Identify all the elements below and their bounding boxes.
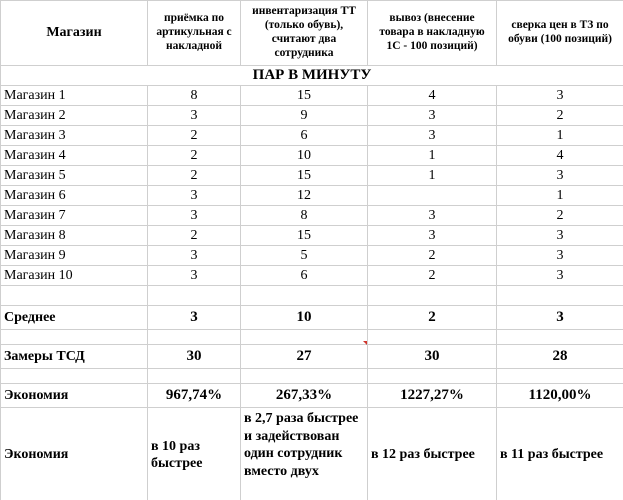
empty-cell[interactable] xyxy=(241,369,368,384)
spacer-row xyxy=(1,369,623,384)
value-cell[interactable]: 3 xyxy=(368,226,497,246)
value-cell[interactable]: 8 xyxy=(241,206,368,226)
economy-value[interactable]: 267,33% xyxy=(241,384,368,408)
value-cell[interactable]: 3 xyxy=(368,206,497,226)
economy-value[interactable]: 967,74% xyxy=(148,384,241,408)
section-title[interactable]: ПАР В МИНУТУ xyxy=(1,66,623,86)
header-inventory[interactable]: инвентаризация ТТ (только обувь), считают два сотрудника xyxy=(241,1,368,66)
store-name-cell[interactable]: Магазин 2 xyxy=(1,106,148,126)
average-value[interactable]: 3 xyxy=(148,306,241,330)
value-cell[interactable]: 2 xyxy=(497,106,623,126)
header-price-check[interactable]: сверка цен в ТЗ по обуви (100 позиций) xyxy=(497,1,623,66)
value-cell[interactable]: 5 xyxy=(241,246,368,266)
value-cell[interactable]: 2 xyxy=(368,246,497,266)
value-cell[interactable]: 6 xyxy=(241,266,368,286)
table-row xyxy=(1,266,623,286)
value-cell[interactable]: 1 xyxy=(497,186,623,206)
empty-cell[interactable] xyxy=(1,369,148,384)
comment-marker-icon xyxy=(363,341,367,345)
empty-cell[interactable] xyxy=(368,286,497,306)
store-name-cell[interactable]: Магазин 8 xyxy=(1,226,148,246)
header-receiving[interactable]: приёмка по артикульная с накладной xyxy=(148,1,241,66)
value-cell[interactable]: 3 xyxy=(148,206,241,226)
value-cell[interactable]: 15 xyxy=(241,226,368,246)
value-cell[interactable]: 3 xyxy=(497,266,623,286)
tsd-value[interactable]: 27 xyxy=(241,345,368,369)
tsd-label[interactable]: Замеры ТСД xyxy=(1,345,148,369)
empty-cell[interactable] xyxy=(368,369,497,384)
value-cell[interactable]: 3 xyxy=(368,106,497,126)
value-cell[interactable] xyxy=(368,186,497,206)
empty-cell[interactable] xyxy=(497,330,623,345)
value-cell[interactable]: 3 xyxy=(148,186,241,206)
store-name-cell[interactable]: Магазин 9 xyxy=(1,246,148,266)
empty-cell[interactable] xyxy=(1,330,148,345)
table-row xyxy=(1,86,623,106)
economy-text-value[interactable]: в 10 раз быстрее xyxy=(148,408,241,500)
table-row xyxy=(1,186,623,206)
tsd-value[interactable]: 30 xyxy=(148,345,241,369)
empty-cell[interactable] xyxy=(497,369,623,384)
economy-row xyxy=(1,384,623,408)
value-cell[interactable]: 8 xyxy=(148,86,241,106)
empty-cell[interactable] xyxy=(368,330,497,345)
value-cell[interactable]: 6 xyxy=(241,126,368,146)
value-cell[interactable]: 1 xyxy=(368,166,497,186)
average-value[interactable]: 2 xyxy=(368,306,497,330)
spacer-row xyxy=(1,330,623,345)
value-cell[interactable]: 2 xyxy=(148,226,241,246)
tsd-row xyxy=(1,345,623,369)
economy-text-row xyxy=(1,408,623,500)
value-cell[interactable]: 2 xyxy=(368,266,497,286)
economy-value[interactable]: 1120,00% xyxy=(497,384,623,408)
store-name-cell[interactable]: Магазин 4 xyxy=(1,146,148,166)
value-cell[interactable]: 3 xyxy=(148,106,241,126)
empty-cell[interactable] xyxy=(148,286,241,306)
store-name-cell[interactable]: Магазин 5 xyxy=(1,166,148,186)
table-row xyxy=(1,246,623,266)
table-row xyxy=(1,166,623,186)
value-cell[interactable]: 12 xyxy=(241,186,368,206)
value-cell[interactable]: 2 xyxy=(148,126,241,146)
economy-text-value[interactable]: в 12 раз быстрее xyxy=(368,408,497,500)
empty-cell[interactable] xyxy=(241,330,368,345)
economy-value[interactable]: 1227,27% xyxy=(368,384,497,408)
economy-text-value[interactable]: в 2,7 раза быстрее и задействован один сотрудник вместо двух xyxy=(241,408,368,500)
average-value[interactable]: 10 xyxy=(241,306,368,330)
table-row xyxy=(1,146,623,166)
average-row xyxy=(1,306,623,330)
header-row xyxy=(1,1,623,66)
value-cell[interactable]: 9 xyxy=(241,106,368,126)
value-cell[interactable]: 3 xyxy=(497,226,623,246)
header-store[interactable]: Магазин xyxy=(1,1,148,66)
table-row xyxy=(1,206,623,226)
store-name-cell[interactable]: Магазин 6 xyxy=(1,186,148,206)
value-cell[interactable]: 3 xyxy=(497,246,623,266)
value-cell[interactable]: 15 xyxy=(241,86,368,106)
tsd-value[interactable]: 30 xyxy=(368,345,497,369)
empty-cell[interactable] xyxy=(497,286,623,306)
header-export[interactable]: вывоз (внесение товара в накладную 1С - 100 позиций) xyxy=(368,1,497,66)
value-cell[interactable]: 4 xyxy=(368,86,497,106)
table-row xyxy=(1,226,623,246)
value-cell[interactable]: 1 xyxy=(368,146,497,166)
value-cell[interactable]: 2 xyxy=(148,166,241,186)
average-value[interactable]: 3 xyxy=(497,306,623,330)
economy-label[interactable]: Экономия xyxy=(1,384,148,408)
store-name-cell[interactable]: Магазин 10 xyxy=(1,266,148,286)
average-label[interactable]: Среднее xyxy=(1,306,148,330)
value-cell[interactable]: 3 xyxy=(148,266,241,286)
value-cell[interactable]: 3 xyxy=(368,126,497,146)
value-cell[interactable]: 10 xyxy=(241,146,368,166)
value-cell[interactable]: 2 xyxy=(148,146,241,166)
value-cell[interactable]: 1 xyxy=(497,126,623,146)
value-cell[interactable]: 4 xyxy=(497,146,623,166)
empty-cell[interactable] xyxy=(148,369,241,384)
value-cell[interactable]: 2 xyxy=(497,206,623,226)
value-cell[interactable]: 3 xyxy=(497,86,623,106)
store-name-cell[interactable]: Магазин 7 xyxy=(1,206,148,226)
store-name-cell[interactable]: Магазин 3 xyxy=(1,126,148,146)
empty-cell[interactable] xyxy=(241,286,368,306)
spacer-row xyxy=(1,286,623,306)
tsd-value[interactable]: 28 xyxy=(497,345,623,369)
economy-text-label[interactable]: Экономия xyxy=(1,408,148,500)
empty-cell[interactable] xyxy=(1,286,148,306)
value-cell[interactable]: 3 xyxy=(148,246,241,266)
value-cell[interactable]: 15 xyxy=(241,166,368,186)
section-row xyxy=(1,66,623,86)
economy-text-value[interactable]: в 11 раз быстрее xyxy=(497,408,623,500)
store-name-cell[interactable]: Магазин 1 xyxy=(1,86,148,106)
table-row xyxy=(1,126,623,146)
empty-cell[interactable] xyxy=(148,330,241,345)
value-cell[interactable]: 3 xyxy=(497,166,623,186)
table-row xyxy=(1,106,623,126)
